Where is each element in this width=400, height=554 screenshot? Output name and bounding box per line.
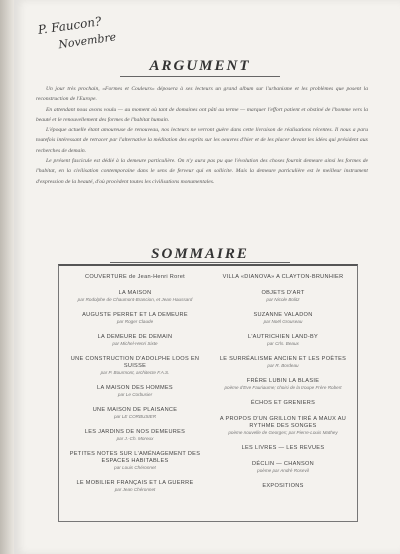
argument-paragraph: Le présent fascicule est dédié à la demeure particulière. On n'y aura pas pu que l'évolution des choses fournit demeure ainsi les formes de l'habitat, en la civilisation contemporaine dans le sens de ferveur qui en sollicite. Mais la demeure particulière est le meilleur instrument d'expression de la beauté, d'où procèdent toutes les civilisations monumentales. xyxy=(36,158,368,185)
toc-entry xyxy=(213,312,353,325)
toc-entry-title: OBJETS D'ART xyxy=(261,290,305,296)
toc-entry-title: LA MAISON DES HOMMES xyxy=(97,385,173,391)
toc-entry xyxy=(213,445,353,452)
toc-entry-title: AUGUSTE PERRET ET LA DEMEURE xyxy=(82,312,188,318)
toc-entry-title: ÉCHOS ET GRENIERS xyxy=(250,400,316,406)
toc-entry xyxy=(65,312,205,325)
toc-entry xyxy=(213,290,353,303)
toc-entry-title: LES JARDINS DE NOS DEMEURES xyxy=(84,429,186,435)
toc-entry-author: poème d'Eve Fauriaume; choisi de la troupe Frère Robert xyxy=(224,385,342,390)
argument-body xyxy=(36,84,368,187)
argument-paragraph: L'époque actuelle étant amoureuse de renouveau, nos lecteurs ne verront guère dans cette livraison de réalisations récentes. Il nous a paru toutefois intéressant de retracer par l'alternative la méditation des esprits sur les oeuvres d'hier et de les placer devant les idées qui président aux recherches de demain. xyxy=(36,127,368,154)
toc-entry-author: par J.-Ch. Moreux xyxy=(116,436,154,441)
toc-entry-title: LES LIVRES — LES REVUES xyxy=(241,445,325,451)
toc-entry-author: par Nicole Bolitz xyxy=(266,297,300,302)
toc-right-column xyxy=(213,274,353,499)
toc-entry xyxy=(65,334,205,347)
toc-entry-title: L'AUTRICHIEN LAND-BY xyxy=(247,334,319,340)
toc-entry xyxy=(213,416,353,436)
toc-entry-author: par Roger Claude xyxy=(116,319,154,324)
toc-entry-author: par Rodolphe de Chaumont-Brancion, et Jean Haussard xyxy=(77,297,193,302)
argument-paragraph: Un jour très prochain, «Formes et Couleurs» déposera à ses lecteurs un grand album sur l'urbanisme et les problèmes que posent la reconstruction de l'Europe. xyxy=(36,86,368,103)
sommaire-divider xyxy=(110,262,290,263)
handwriting-line: Novembre xyxy=(57,30,117,52)
toc-entry-title: DÉCLIN — CHANSON xyxy=(252,461,314,467)
toc-entry xyxy=(65,451,205,471)
toc-entry xyxy=(65,429,205,442)
argument-heading: ARGUMENT xyxy=(149,58,251,74)
toc-entry xyxy=(213,483,353,490)
argument-paragraph: En attendant nous avons voulu — au moment où tant de domaines ont pâti au terme — marquer l'effort patient et obstiné de l'homme vers la beauté et le renouvellement des formes de l'habitat humain. xyxy=(36,106,368,123)
book-spine-shadow xyxy=(0,0,14,554)
toc-entry xyxy=(213,461,353,474)
toc-entry-title: LA MAISON xyxy=(118,290,152,296)
toc-entry xyxy=(65,480,205,493)
toc-entry xyxy=(213,378,353,391)
toc-entry-author: poème par André Rosevil xyxy=(257,468,309,473)
toc-entry xyxy=(213,400,353,407)
toc-entry-author: par Michel-Henri Sixte xyxy=(112,341,158,346)
toc-entry-title: VILLA «DIANOVA» A CLAYTON-BRUNHIER xyxy=(222,274,344,280)
handwriting-line: P. Faucon? xyxy=(37,14,103,37)
toc-entry-title: UNE CONSTRUCTION D'ADOLPHE LOOS EN SUISSE xyxy=(70,356,200,369)
toc-entry xyxy=(65,407,205,420)
argument-divider xyxy=(120,76,280,77)
toc-entry xyxy=(65,290,205,303)
toc-entry-title: LE SURRÉALISME ANCIEN ET LES POÈTES xyxy=(219,356,347,362)
toc-entry xyxy=(213,274,353,281)
toc-entry-author: poème nouvelle de Georges; par Pierre-Louis Mathey xyxy=(228,430,338,435)
toc-entry-title: LA DEMEURE DE DEMAIN xyxy=(97,334,173,340)
toc-left-column xyxy=(65,274,205,502)
toc-entry-title: PETITES NOTES SUR L'AMÉNAGEMENT DES ESPACES HABITABLES xyxy=(69,451,201,464)
toc-entry-title: UNE MAISON DE PLAISANCE xyxy=(92,407,178,413)
toc-entry xyxy=(65,385,205,398)
toc-entry xyxy=(213,334,353,347)
toc-entry-title: LE MOBILIER FRANÇAIS ET LA GUERRE xyxy=(76,480,194,486)
toc-entry-title: A PROPOS D'UN GRILLON TIRÉ A MAUX AU RYTHME DES SONGES xyxy=(219,416,347,429)
toc-entry-title: SUZANNE VALADON xyxy=(253,312,313,318)
toc-entry-author: par Crls. Beaux xyxy=(267,341,299,346)
toc-entry xyxy=(65,274,205,281)
toc-entry-title: FRÈRE LUBIN LA BLASIE xyxy=(246,378,320,384)
toc-entry-author: par LE CORBUSIER xyxy=(113,414,157,419)
toc-entry-author: par R. Bordeau xyxy=(267,363,299,368)
toc-entry-author: par Le Corbusier xyxy=(117,392,153,397)
toc-entry-title: EXPOSITIONS xyxy=(262,483,304,489)
toc-entry-author: par Jean Chéronnet xyxy=(114,487,156,492)
sommaire-heading: SOMMAIRE xyxy=(151,246,249,262)
table-of-contents xyxy=(58,264,358,522)
toc-entry-author: par Noël Grouseau xyxy=(263,319,303,324)
toc-entry xyxy=(213,356,353,369)
toc-entry-author: par P. Bourmont, architecte F.A.S. xyxy=(100,370,170,375)
toc-entry-author: par Louis Chéronnet xyxy=(114,465,156,470)
toc-entry xyxy=(65,356,205,376)
toc-entry-title: COUVERTURE de Jean-Henri Roret xyxy=(85,274,185,280)
